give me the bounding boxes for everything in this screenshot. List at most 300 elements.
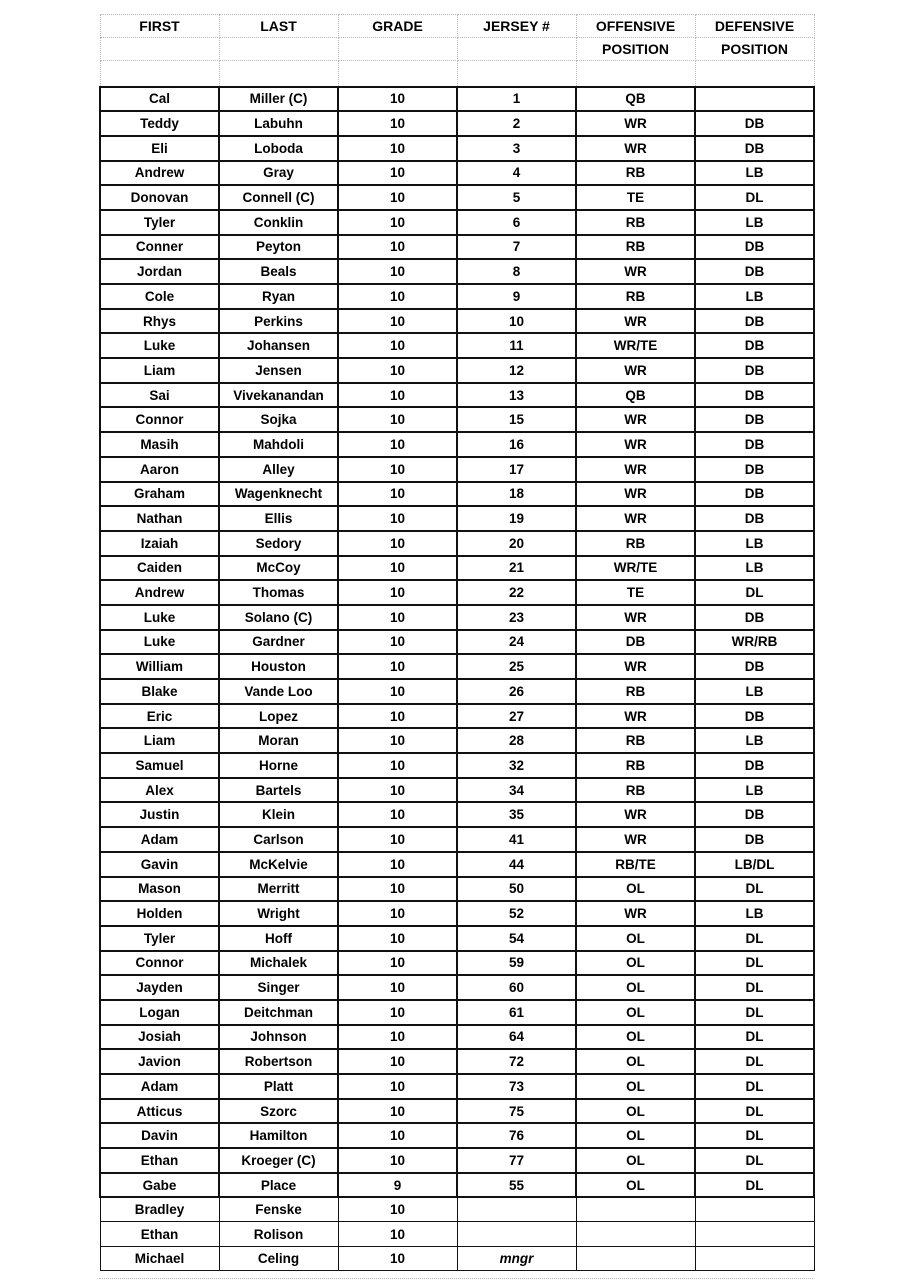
cell-last: Robertson bbox=[219, 1049, 338, 1074]
cell-grade: 10 bbox=[338, 753, 457, 778]
cell-jersey: 61 bbox=[457, 1000, 576, 1025]
cell-jersey: 6 bbox=[457, 210, 576, 235]
cell-first: Connor bbox=[100, 407, 219, 432]
roster-row bbox=[100, 704, 814, 729]
cell-defensive-position: DL bbox=[695, 1049, 814, 1074]
roster-row bbox=[100, 1246, 814, 1271]
cell-first: Ethan bbox=[100, 1148, 219, 1173]
cell-grade: 10 bbox=[338, 457, 457, 482]
cell-grade: 10 bbox=[338, 580, 457, 605]
roster-row bbox=[100, 1148, 814, 1173]
cell-offensive-position: OL bbox=[576, 926, 695, 951]
cell-defensive-position: DB bbox=[695, 407, 814, 432]
cell-jersey: 10 bbox=[457, 309, 576, 334]
cell-offensive-position: TE bbox=[576, 185, 695, 210]
cell-last: Rolison bbox=[219, 1222, 338, 1247]
cell-last: Wright bbox=[219, 901, 338, 926]
roster-row bbox=[100, 926, 814, 951]
cell-first: Holden bbox=[100, 901, 219, 926]
cell-last: Gardner bbox=[219, 630, 338, 655]
cell-grade: 10 bbox=[338, 704, 457, 729]
cell-defensive-position bbox=[695, 1222, 814, 1247]
cell-offensive-position: DB bbox=[576, 630, 695, 655]
cell-last: Gray bbox=[219, 161, 338, 186]
cell-jersey: 13 bbox=[457, 383, 576, 408]
cell-first: Justin bbox=[100, 802, 219, 827]
cell-defensive-position: DL bbox=[695, 1123, 814, 1148]
cell-first: Donovan bbox=[100, 185, 219, 210]
cell-jersey: 75 bbox=[457, 1099, 576, 1124]
cell-first: Ethan bbox=[100, 1222, 219, 1247]
cell-offensive-position: WR bbox=[576, 506, 695, 531]
cell-jersey: 35 bbox=[457, 802, 576, 827]
cell-last: Lopez bbox=[219, 704, 338, 729]
cell-last: Hoff bbox=[219, 926, 338, 951]
cell-jersey: 52 bbox=[457, 901, 576, 926]
cell-offensive-position: OL bbox=[576, 1049, 695, 1074]
roster-row bbox=[100, 679, 814, 704]
roster-row bbox=[100, 1222, 814, 1247]
cell-first: Graham bbox=[100, 482, 219, 507]
cell-offensive-position bbox=[576, 1222, 695, 1247]
cell-offensive-position: WR bbox=[576, 901, 695, 926]
cell-jersey: 5 bbox=[457, 185, 576, 210]
cell-grade: 9 bbox=[338, 1173, 457, 1198]
cell-offensive-position: RB bbox=[576, 284, 695, 309]
cell-jersey: 9 bbox=[457, 284, 576, 309]
cell-offensive-position: WR bbox=[576, 827, 695, 852]
cell-first: Logan bbox=[100, 1000, 219, 1025]
cell-offensive-position: WR bbox=[576, 654, 695, 679]
cell-defensive-position: DB bbox=[695, 383, 814, 408]
cell-offensive-position: RB bbox=[576, 728, 695, 753]
header-row-1 bbox=[100, 15, 814, 38]
cell-first: Eric bbox=[100, 704, 219, 729]
cell-defensive-position: LB bbox=[695, 556, 814, 581]
cell-grade: 10 bbox=[338, 1025, 457, 1050]
cell-last: Mahdoli bbox=[219, 432, 338, 457]
cell-last: Solano (C) bbox=[219, 605, 338, 630]
cell-offensive-position: WR/TE bbox=[576, 556, 695, 581]
cell-offensive-position: OL bbox=[576, 975, 695, 1000]
cell-grade: 10 bbox=[338, 161, 457, 186]
cell-grade: 10 bbox=[338, 852, 457, 877]
cell-grade: 10 bbox=[338, 802, 457, 827]
cell-first: Cole bbox=[100, 284, 219, 309]
spacer-cell bbox=[576, 61, 695, 87]
col-header-jersey: JERSEY # bbox=[457, 15, 576, 38]
roster-row bbox=[100, 87, 814, 112]
cell-defensive-position: DL bbox=[695, 1148, 814, 1173]
cell-offensive-position: OL bbox=[576, 1025, 695, 1050]
cell-first: Tyler bbox=[100, 926, 219, 951]
cell-jersey: 41 bbox=[457, 827, 576, 852]
cell-jersey: 60 bbox=[457, 975, 576, 1000]
cell-offensive-position: RB bbox=[576, 778, 695, 803]
cell-last: McCoy bbox=[219, 556, 338, 581]
cell-first: Rhys bbox=[100, 309, 219, 334]
cell-offensive-position: OL bbox=[576, 877, 695, 902]
roster-row bbox=[100, 432, 814, 457]
cell-jersey: 8 bbox=[457, 259, 576, 284]
cell-defensive-position: LB bbox=[695, 531, 814, 556]
roster-row bbox=[100, 309, 814, 334]
cell-grade: 10 bbox=[338, 1000, 457, 1025]
cell-defensive-position: LB bbox=[695, 210, 814, 235]
cell-grade: 10 bbox=[338, 210, 457, 235]
roster-row bbox=[100, 827, 814, 852]
cell-grade: 10 bbox=[338, 654, 457, 679]
roster-row bbox=[100, 383, 814, 408]
cell-last: Carlson bbox=[219, 827, 338, 852]
cell-grade: 10 bbox=[338, 926, 457, 951]
roster-row bbox=[100, 580, 814, 605]
cell-first: Eli bbox=[100, 136, 219, 161]
cell-defensive-position: DL bbox=[695, 975, 814, 1000]
cell-grade: 10 bbox=[338, 111, 457, 136]
cell-jersey: 19 bbox=[457, 506, 576, 531]
table-header bbox=[100, 15, 814, 87]
header-row-2 bbox=[100, 38, 814, 61]
cell-offensive-position: RB bbox=[576, 531, 695, 556]
cell-first: Blake bbox=[100, 679, 219, 704]
col-header-grade: GRADE bbox=[338, 15, 457, 38]
cell-grade: 10 bbox=[338, 556, 457, 581]
cell-first: Adam bbox=[100, 827, 219, 852]
cell-last: Fenske bbox=[219, 1197, 338, 1222]
cell-last: Hamilton bbox=[219, 1123, 338, 1148]
cell-offensive-position: RB bbox=[576, 210, 695, 235]
cell-offensive-position: WR bbox=[576, 432, 695, 457]
cell-jersey: 25 bbox=[457, 654, 576, 679]
cell-offensive-position: WR bbox=[576, 802, 695, 827]
cell-first: Javion bbox=[100, 1049, 219, 1074]
cell-last: Singer bbox=[219, 975, 338, 1000]
cell-offensive-position: WR bbox=[576, 482, 695, 507]
cell-jersey: 2 bbox=[457, 111, 576, 136]
cell-grade: 10 bbox=[338, 1246, 457, 1271]
cell-defensive-position bbox=[695, 1197, 814, 1222]
roster-row bbox=[100, 605, 814, 630]
cell-first: Adam bbox=[100, 1074, 219, 1099]
cell-jersey: 55 bbox=[457, 1173, 576, 1198]
cell-offensive-position: WR bbox=[576, 605, 695, 630]
cell-last: Alley bbox=[219, 457, 338, 482]
cell-last: Place bbox=[219, 1173, 338, 1198]
cell-jersey: 44 bbox=[457, 852, 576, 877]
cell-last: Sedory bbox=[219, 531, 338, 556]
cell-jersey: 11 bbox=[457, 333, 576, 358]
cell-last: Loboda bbox=[219, 136, 338, 161]
col-subheader-first bbox=[100, 38, 219, 61]
cell-grade: 10 bbox=[338, 333, 457, 358]
cell-grade: 10 bbox=[338, 605, 457, 630]
cell-defensive-position: DB bbox=[695, 333, 814, 358]
cell-first: Bradley bbox=[100, 1197, 219, 1222]
cell-grade: 10 bbox=[338, 136, 457, 161]
cell-jersey: 72 bbox=[457, 1049, 576, 1074]
cell-jersey: 27 bbox=[457, 704, 576, 729]
cell-last: Johansen bbox=[219, 333, 338, 358]
cell-offensive-position: RB bbox=[576, 161, 695, 186]
cell-offensive-position: OL bbox=[576, 1173, 695, 1198]
cell-first: Izaiah bbox=[100, 531, 219, 556]
cell-grade: 10 bbox=[338, 1197, 457, 1222]
cell-first: Samuel bbox=[100, 753, 219, 778]
cell-defensive-position: DL bbox=[695, 926, 814, 951]
cell-first: William bbox=[100, 654, 219, 679]
cell-jersey: 15 bbox=[457, 407, 576, 432]
cell-grade: 10 bbox=[338, 309, 457, 334]
cell-first: Cal bbox=[100, 87, 219, 112]
roster-row bbox=[100, 1099, 814, 1124]
roster-row bbox=[100, 457, 814, 482]
col-header-defensive: DEFENSIVE bbox=[695, 15, 814, 38]
cell-jersey: 12 bbox=[457, 358, 576, 383]
cell-jersey: 64 bbox=[457, 1025, 576, 1050]
col-subheader-defensive-position: POSITION bbox=[695, 38, 814, 61]
cell-defensive-position: LB/DL bbox=[695, 852, 814, 877]
cell-first: Connor bbox=[100, 951, 219, 976]
cell-last: Wagenknecht bbox=[219, 482, 338, 507]
cell-last: Szorc bbox=[219, 1099, 338, 1124]
roster-row bbox=[100, 1197, 814, 1222]
roster-row bbox=[100, 728, 814, 753]
roster-sheet bbox=[99, 14, 813, 1279]
roster-row bbox=[100, 111, 814, 136]
cell-grade: 10 bbox=[338, 506, 457, 531]
cell-offensive-position: WR bbox=[576, 457, 695, 482]
cell-offensive-position: TE bbox=[576, 580, 695, 605]
cell-offensive-position: OL bbox=[576, 1123, 695, 1148]
cell-jersey: mngr bbox=[457, 1246, 576, 1271]
cell-last: Sojka bbox=[219, 407, 338, 432]
cell-jersey: 54 bbox=[457, 926, 576, 951]
cell-grade: 10 bbox=[338, 259, 457, 284]
col-subheader-grade bbox=[338, 38, 457, 61]
cell-last: Platt bbox=[219, 1074, 338, 1099]
cell-last: Deitchman bbox=[219, 1000, 338, 1025]
cell-jersey bbox=[457, 1222, 576, 1247]
cell-grade: 10 bbox=[338, 87, 457, 112]
cell-last: Perkins bbox=[219, 309, 338, 334]
cell-grade: 10 bbox=[338, 1148, 457, 1173]
cell-first: Andrew bbox=[100, 161, 219, 186]
cell-grade: 10 bbox=[338, 778, 457, 803]
cell-grade: 10 bbox=[338, 679, 457, 704]
cell-last: Merritt bbox=[219, 877, 338, 902]
roster-row bbox=[100, 1049, 814, 1074]
cell-last: Connell (C) bbox=[219, 185, 338, 210]
cell-first: Liam bbox=[100, 728, 219, 753]
cell-offensive-position: OL bbox=[576, 1099, 695, 1124]
cell-defensive-position: DL bbox=[695, 185, 814, 210]
cell-grade: 10 bbox=[338, 975, 457, 1000]
cell-offensive-position: OL bbox=[576, 1148, 695, 1173]
cell-first: Teddy bbox=[100, 111, 219, 136]
cell-offensive-position: WR bbox=[576, 358, 695, 383]
cell-grade: 10 bbox=[338, 383, 457, 408]
cell-first: Atticus bbox=[100, 1099, 219, 1124]
cell-jersey: 3 bbox=[457, 136, 576, 161]
cell-grade: 10 bbox=[338, 877, 457, 902]
cell-jersey: 73 bbox=[457, 1074, 576, 1099]
col-subheader-jersey bbox=[457, 38, 576, 61]
roster-row bbox=[100, 1173, 814, 1198]
cell-jersey: 24 bbox=[457, 630, 576, 655]
cell-offensive-position: QB bbox=[576, 383, 695, 408]
cell-grade: 10 bbox=[338, 185, 457, 210]
cell-defensive-position bbox=[695, 1246, 814, 1271]
roster-row bbox=[100, 975, 814, 1000]
table-bottom-gridline bbox=[99, 1271, 813, 1279]
roster-row bbox=[100, 630, 814, 655]
roster-row bbox=[100, 235, 814, 260]
roster-table bbox=[99, 14, 815, 1271]
roster-row bbox=[100, 333, 814, 358]
cell-jersey bbox=[457, 1197, 576, 1222]
cell-first: Andrew bbox=[100, 580, 219, 605]
roster-row bbox=[100, 852, 814, 877]
cell-jersey: 34 bbox=[457, 778, 576, 803]
roster-row bbox=[100, 1074, 814, 1099]
cell-offensive-position: WR bbox=[576, 704, 695, 729]
roster-row bbox=[100, 951, 814, 976]
cell-defensive-position: DL bbox=[695, 1074, 814, 1099]
cell-grade: 10 bbox=[338, 728, 457, 753]
cell-defensive-position: DB bbox=[695, 506, 814, 531]
cell-last: Ryan bbox=[219, 284, 338, 309]
roster-row bbox=[100, 753, 814, 778]
roster-row bbox=[100, 1123, 814, 1148]
cell-defensive-position: DB bbox=[695, 482, 814, 507]
cell-jersey: 77 bbox=[457, 1148, 576, 1173]
cell-grade: 10 bbox=[338, 1099, 457, 1124]
cell-first: Luke bbox=[100, 605, 219, 630]
cell-offensive-position: WR bbox=[576, 259, 695, 284]
cell-offensive-position: RB bbox=[576, 753, 695, 778]
cell-offensive-position: QB bbox=[576, 87, 695, 112]
cell-first: Gabe bbox=[100, 1173, 219, 1198]
roster-row bbox=[100, 185, 814, 210]
cell-last: Vande Loo bbox=[219, 679, 338, 704]
cell-grade: 10 bbox=[338, 1074, 457, 1099]
col-header-last: LAST bbox=[219, 15, 338, 38]
cell-offensive-position: RB bbox=[576, 679, 695, 704]
cell-defensive-position: LB bbox=[695, 679, 814, 704]
cell-defensive-position: DB bbox=[695, 309, 814, 334]
roster-row bbox=[100, 506, 814, 531]
cell-first: Conner bbox=[100, 235, 219, 260]
cell-last: Thomas bbox=[219, 580, 338, 605]
cell-defensive-position: DB bbox=[695, 235, 814, 260]
cell-jersey: 26 bbox=[457, 679, 576, 704]
cell-offensive-position: WR bbox=[576, 111, 695, 136]
cell-first: Luke bbox=[100, 333, 219, 358]
cell-grade: 10 bbox=[338, 407, 457, 432]
cell-jersey: 32 bbox=[457, 753, 576, 778]
cell-jersey: 7 bbox=[457, 235, 576, 260]
cell-grade: 10 bbox=[338, 827, 457, 852]
cell-defensive-position: DL bbox=[695, 1173, 814, 1198]
cell-defensive-position: DL bbox=[695, 877, 814, 902]
roster-row bbox=[100, 654, 814, 679]
cell-offensive-position: OL bbox=[576, 1074, 695, 1099]
spacer-cell bbox=[219, 61, 338, 87]
cell-first: Gavin bbox=[100, 852, 219, 877]
cell-last: Horne bbox=[219, 753, 338, 778]
roster-row bbox=[100, 901, 814, 926]
col-subheader-offensive-position: POSITION bbox=[576, 38, 695, 61]
spacer-cell bbox=[100, 61, 219, 87]
cell-last: Klein bbox=[219, 802, 338, 827]
cell-defensive-position: LB bbox=[695, 778, 814, 803]
cell-jersey: 18 bbox=[457, 482, 576, 507]
cell-first: Jordan bbox=[100, 259, 219, 284]
cell-jersey: 23 bbox=[457, 605, 576, 630]
cell-grade: 10 bbox=[338, 482, 457, 507]
roster-row bbox=[100, 407, 814, 432]
cell-defensive-position: DB bbox=[695, 259, 814, 284]
roster-body bbox=[100, 87, 814, 1271]
cell-jersey: 1 bbox=[457, 87, 576, 112]
cell-offensive-position: OL bbox=[576, 951, 695, 976]
cell-first: Josiah bbox=[100, 1025, 219, 1050]
cell-defensive-position: LB bbox=[695, 161, 814, 186]
cell-grade: 10 bbox=[338, 1049, 457, 1074]
cell-offensive-position: RB/TE bbox=[576, 852, 695, 877]
cell-grade: 10 bbox=[338, 235, 457, 260]
cell-last: Bartels bbox=[219, 778, 338, 803]
cell-last: Celing bbox=[219, 1246, 338, 1271]
cell-defensive-position: DB bbox=[695, 753, 814, 778]
cell-grade: 10 bbox=[338, 531, 457, 556]
cell-defensive-position: DB bbox=[695, 827, 814, 852]
cell-last: Vivekanandan bbox=[219, 383, 338, 408]
cell-first: Jayden bbox=[100, 975, 219, 1000]
cell-last: Ellis bbox=[219, 506, 338, 531]
cell-jersey: 22 bbox=[457, 580, 576, 605]
roster-row bbox=[100, 531, 814, 556]
roster-row bbox=[100, 556, 814, 581]
cell-offensive-position: WR/TE bbox=[576, 333, 695, 358]
cell-grade: 10 bbox=[338, 358, 457, 383]
cell-defensive-position: LB bbox=[695, 728, 814, 753]
cell-first: Michael bbox=[100, 1246, 219, 1271]
spacer-cell bbox=[695, 61, 814, 87]
cell-last: Miller (C) bbox=[219, 87, 338, 112]
cell-defensive-position: DB bbox=[695, 704, 814, 729]
spacer-cell bbox=[338, 61, 457, 87]
cell-first: Mason bbox=[100, 877, 219, 902]
cell-jersey: 16 bbox=[457, 432, 576, 457]
cell-jersey: 4 bbox=[457, 161, 576, 186]
cell-last: Houston bbox=[219, 654, 338, 679]
cell-jersey: 76 bbox=[457, 1123, 576, 1148]
roster-row bbox=[100, 778, 814, 803]
cell-offensive-position: WR bbox=[576, 407, 695, 432]
cell-defensive-position: DB bbox=[695, 802, 814, 827]
cell-first: Sai bbox=[100, 383, 219, 408]
cell-jersey: 21 bbox=[457, 556, 576, 581]
cell-first: Alex bbox=[100, 778, 219, 803]
cell-defensive-position: DL bbox=[695, 951, 814, 976]
cell-first: Davin bbox=[100, 1123, 219, 1148]
roster-row bbox=[100, 210, 814, 235]
cell-last: Kroeger (C) bbox=[219, 1148, 338, 1173]
roster-row bbox=[100, 284, 814, 309]
cell-defensive-position: DL bbox=[695, 580, 814, 605]
